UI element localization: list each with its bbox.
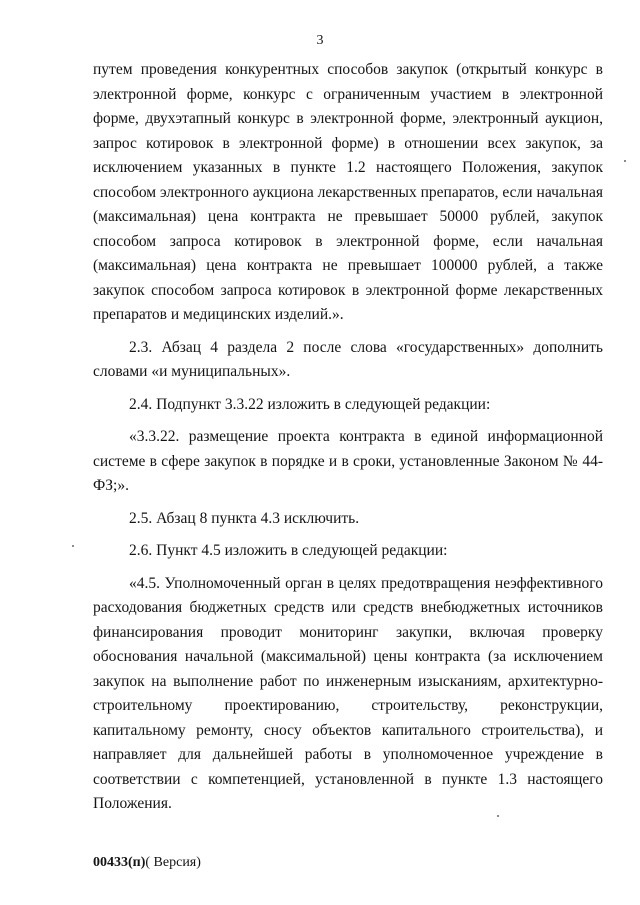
document-code: 00433(п): [93, 855, 146, 870]
paragraph-2-5: 2.5. Абзац 8 пункта 4.3 исключить.: [129, 509, 360, 527]
scan-speck: [497, 815, 499, 817]
paragraph-3-3-22: «3.3.22. размещение проекта контракта в единой информационной системе в сфере закупок в порядке и в сроки, установленные Законом № 44-ФЗ;».: [93, 428, 603, 494]
page-number: 3: [316, 33, 324, 48]
document-version: ( Версия): [145, 855, 201, 870]
paragraph-2-4: 2.4. Подпункт 3.3.22 изложить в следующей редакции:: [129, 395, 491, 413]
paragraph-4-5: «4.5. Уполномоченный орган в целях предотвращения неэффективного расходования бюджетных средств или средств внебюджетных источников финансирования проводит мониторинг закупки, включая проверку обоснования начальной (максимальной) цены контракта (за исключением закупок на выполнение работ по инженерным изысканиям, архитектурно-строительному проектированию, строительству, реконструкции, капитальному ремонту, сносу объектов капитального строительства), и направляет для дальнейшей работы в уполномоченное учреждение в соответствии с компетенцией, установленной в пункте 1.3 настоящего Положения.: [93, 574, 603, 812]
paragraph-continuation: путем проведения конкурентных способов закупок (открытый конкурс в электронной форме, конкурс с ограниченным участием в электронной форме, двухэтапный конкурс в электронной форме, электронный аукцион, запрос котировок в электронной форме) в отношении всех закупок, за исключением указанных в пункте 1.2 настоящего Положения, закупок способом электронного аукциона лекарственных препаратов, если начальная (максимальная) цена контракта не превышает 50000 рублей, закупок способом запроса котировок в электронной форме, если начальная (максимальная) цена контракта не превышает 100000 рублей, а также закупок способом запроса котировок в электронной форме лекарственных препаратов и медицинских изделий.».: [93, 61, 603, 323]
document-footer: [93, 855, 201, 871]
scan-speck: [72, 545, 74, 547]
document-body: [93, 58, 603, 817]
scan-speck: [624, 160, 626, 162]
paragraph-2-3: 2.3. Абзац 4 раздела 2 после слова «государственных» дополнить словами «и муниципальных».: [93, 338, 603, 380]
paragraph-2-6: 2.6. Пункт 4.5 изложить в следующей редакции:: [129, 542, 448, 559]
